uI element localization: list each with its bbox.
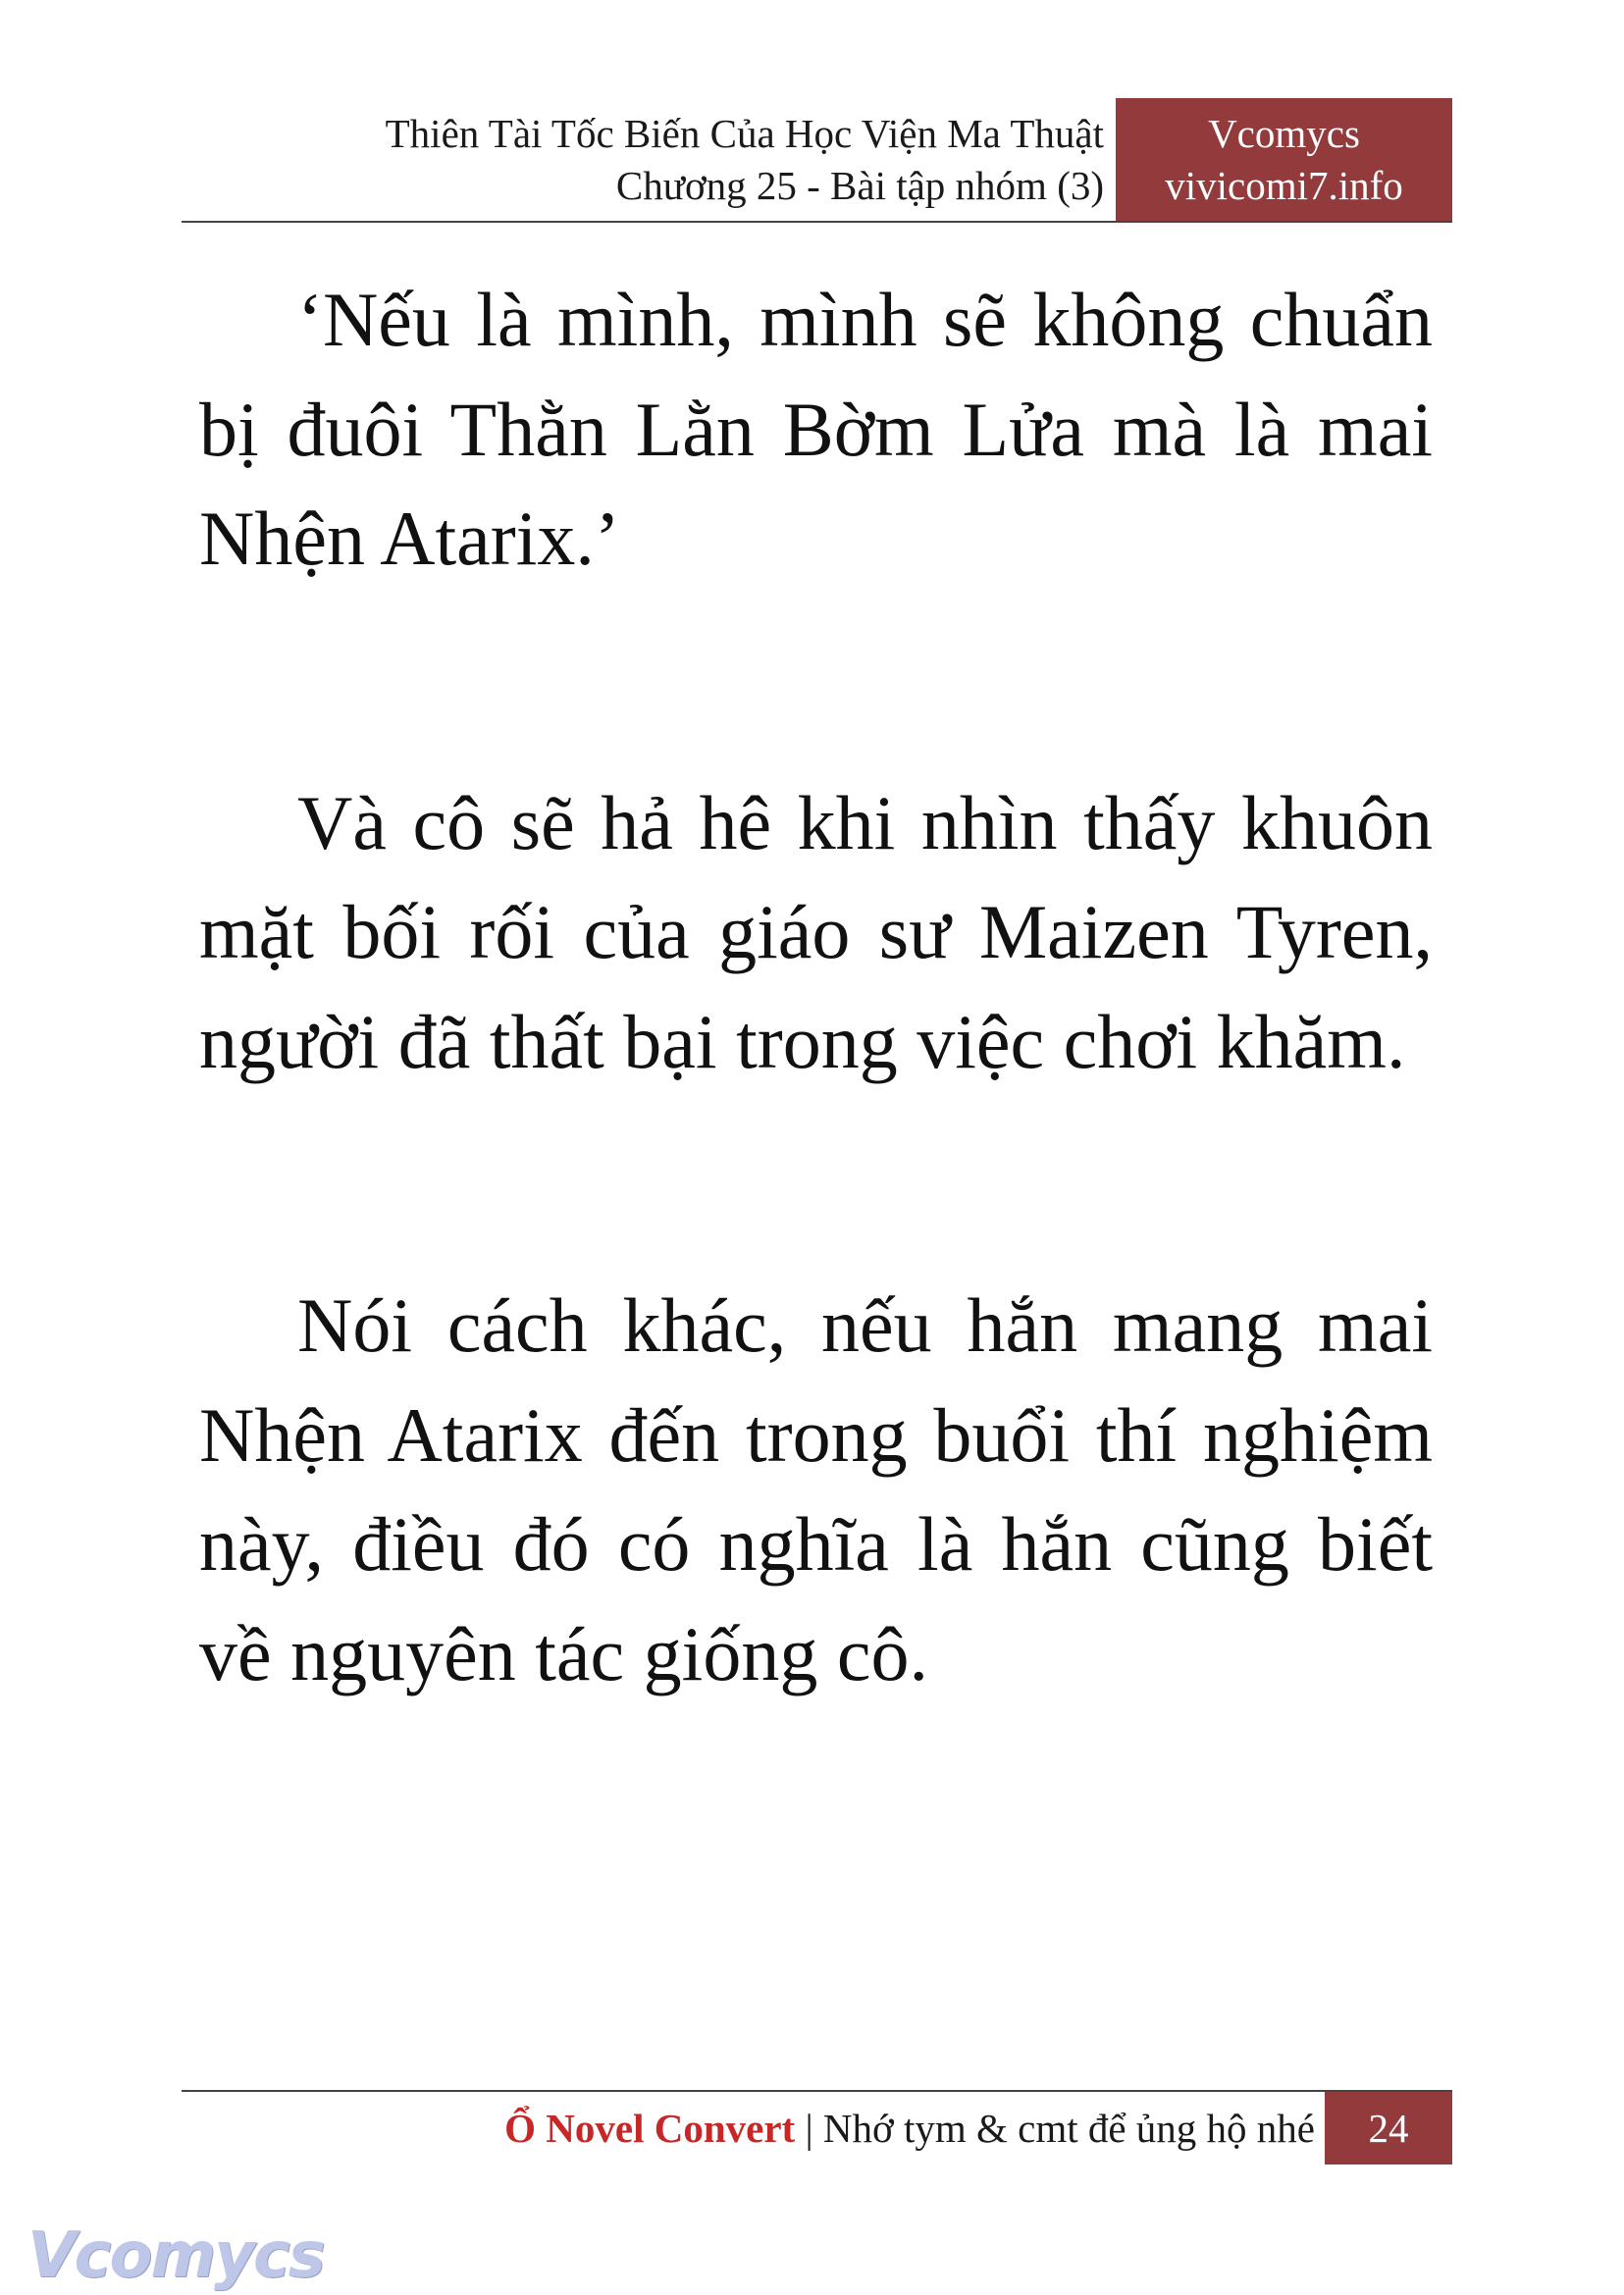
page-header: [182, 98, 1452, 223]
paragraph-spacer: [199, 594, 1433, 768]
brand-name: Vcomycs: [1208, 111, 1360, 156]
page-content: [199, 265, 1433, 1708]
page-footer: [182, 2090, 1452, 2165]
paragraph-spacer: [199, 1096, 1433, 1271]
footer-message: Nhớ tym & cmt để ủng hộ nhé: [822, 2106, 1315, 2151]
brand-site: vivicomi7.info: [1165, 163, 1403, 208]
book-title: Thiên Tài Tốc Biến Của Học Viện Ma Thuật: [385, 111, 1104, 156]
chapter-title: Chương 25 - Bài tập nhóm (3): [615, 163, 1104, 208]
paragraph-3: Nói cách khác, nếu hắn mang mai Nhện Atarix đến trong buổi thí nghiệm này, điều đó có nghĩa là hắn cũng biết về nguyên tác giống cô.: [199, 1282, 1433, 1696]
watermark-logo: Vcomycs: [27, 2219, 324, 2292]
footer-text: [504, 2092, 1315, 2165]
footer-brand: Ổ Novel Convert: [504, 2106, 796, 2151]
paragraph-1: ‘Nếu là mình, mình sẽ không chuẩn bị đuôi Thằn Lằn Bờm Lửa mà là mai Nhện Atarix.’: [199, 277, 1433, 581]
paragraph-2: Và cô sẽ hả hê khi nhìn thấy khuôn mặt bối rối của giáo sư Maizen Tyren, người đã thất bại trong việc chơi khăm.: [199, 779, 1433, 1084]
header-titles: [386, 108, 1104, 212]
header-brand-box: [1116, 98, 1452, 221]
footer-separator: |: [805, 2106, 813, 2151]
page-number: 24: [1325, 2092, 1452, 2165]
